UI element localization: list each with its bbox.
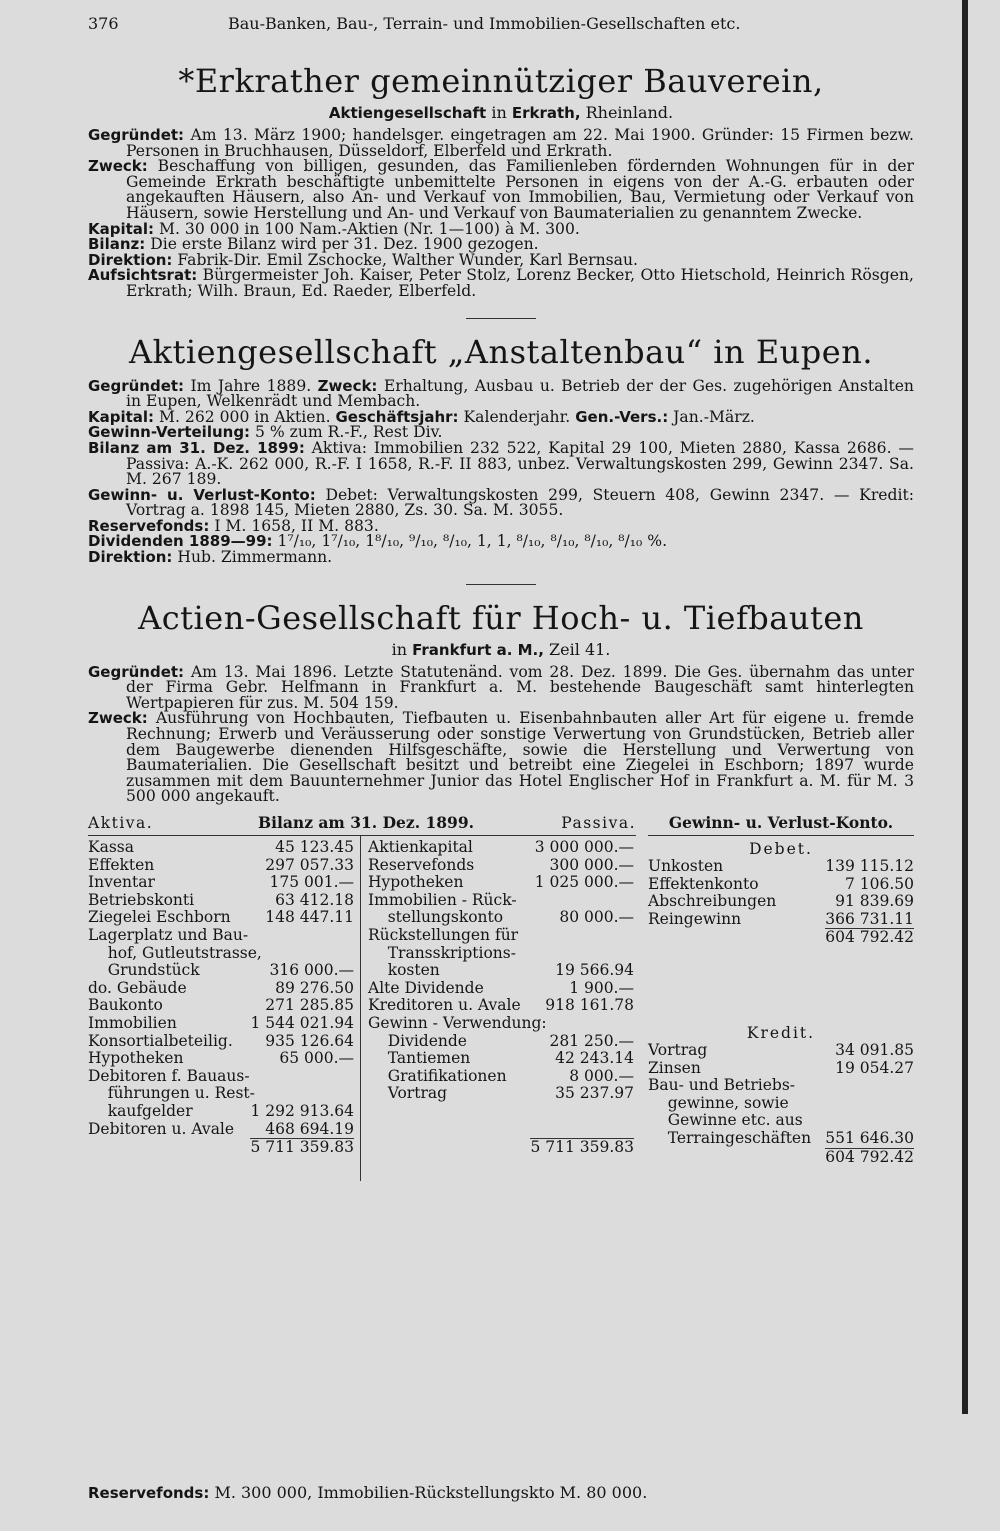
row-label: Effekten <box>88 855 155 874</box>
balance-title: Bilanz am 31. Dez. 1899. <box>258 813 475 832</box>
table-row <box>368 980 634 998</box>
subtitle-location: Erkrath, <box>511 104 581 122</box>
text: Kalenderjahr. <box>458 407 576 426</box>
entry-subtitle <box>88 639 914 661</box>
row-value: 45 123.45 <box>275 838 354 856</box>
table-row <box>648 1042 914 1060</box>
row-value: 271 285.85 <box>265 996 354 1015</box>
table-row <box>88 1085 354 1103</box>
label: Dividenden 1889—99: <box>88 532 273 551</box>
table-row <box>368 1050 634 1068</box>
row-label: Hypotheken <box>88 1049 184 1068</box>
total-value: 604 792.42 <box>825 1147 914 1166</box>
table-row <box>88 1068 354 1086</box>
label: Zweck: <box>88 709 148 728</box>
row-label: do. Gebäude <box>88 978 187 997</box>
row-value: 281 250.— <box>549 1031 634 1050</box>
table-row <box>368 962 634 980</box>
row-value: 65 000.— <box>279 1049 354 1068</box>
label: Geschäftsjahr: <box>335 407 459 426</box>
subtitle-address: Zeil 41. <box>543 639 611 659</box>
table-row <box>648 1130 914 1148</box>
paragraph-gegruendet <box>88 376 914 411</box>
label: Kapital: <box>88 219 155 238</box>
entry-subtitle <box>88 102 914 124</box>
table-row <box>368 1068 634 1086</box>
table-row <box>88 980 354 998</box>
row-label: Ziegelei Eschborn <box>88 908 231 927</box>
table-row <box>648 1095 914 1113</box>
total-row <box>88 1138 354 1156</box>
row-label: Unkosten <box>648 857 724 875</box>
text: Fabrik-Dir. Emil Zschocke, Walther Wunder, Karl Bernsau. <box>172 250 638 269</box>
total-row <box>648 928 914 946</box>
row-value: 1 292 913.64 <box>250 1101 354 1120</box>
entry-hoch-tiefbauten <box>88 599 914 1531</box>
row-value: 91 839.69 <box>835 892 914 911</box>
text: Jan.-März. <box>668 407 755 426</box>
table-row <box>368 1033 634 1051</box>
row-value: 1 900.— <box>569 978 634 997</box>
row-value: 63 412.18 <box>275 890 354 909</box>
table-row <box>368 1015 634 1033</box>
subtitle-location: Frankfurt a. M., <box>412 640 544 659</box>
row-value: 7 106.50 <box>844 874 914 893</box>
text: Erhaltung, Ausbau u. Betrieb der der Ges. zugehörigen Anstalten in Eupen, Welkenrädt und Membach. <box>126 376 914 411</box>
paragraph-gegruendet <box>88 662 914 712</box>
row-label: Aktienkapital <box>368 838 473 856</box>
row-value: 468 694.19 <box>265 1119 354 1138</box>
kredit-label: Kredit. <box>746 1023 816 1042</box>
table-row <box>368 874 634 892</box>
row-value: 551 646.30 <box>825 1128 914 1147</box>
paragraph-gewinn-verlust <box>88 485 915 520</box>
row-label: Vortrag <box>368 1084 448 1103</box>
table-row <box>88 997 354 1015</box>
row-value: 918 161.78 <box>545 996 634 1015</box>
column-divider <box>360 835 361 1181</box>
row-value: 35 237.97 <box>555 1084 634 1103</box>
row-value: 19 566.94 <box>555 961 634 980</box>
row-value: 1 544 021.94 <box>250 1013 354 1032</box>
table-row <box>368 927 634 945</box>
row-label: Abschreibungen <box>648 892 777 911</box>
row-label: kaufgelder <box>88 1101 193 1120</box>
label: Gen.-Vers.: <box>575 407 669 426</box>
paragraph-zweck <box>88 159 914 221</box>
row-label: Alte Dividende <box>368 978 484 997</box>
row-label: Debitoren f. Bauaus- <box>88 1066 250 1085</box>
page-number: 376 <box>88 14 119 33</box>
table-row <box>88 1033 354 1051</box>
text: Am 13. März 1900; handelsger. eingetragen am 22. Mai 1900. Gründer: 15 Firmen bezw. Personen in Bruchhausen, Düsseldorf, Elberfeld und Erkrath. <box>126 126 914 160</box>
label: Gegründet: <box>88 662 185 681</box>
paragraph-zweck <box>88 711 914 805</box>
document-page <box>88 14 914 1531</box>
table-row <box>88 839 354 857</box>
row-label: Reingewinn <box>648 909 742 928</box>
debet-label: Debet. <box>749 840 813 858</box>
balance-header <box>88 811 636 836</box>
table-row <box>648 1060 914 1078</box>
text: M. 30 000 in 100 Nam.-Aktien (Nr. 1—100) à M. 300. <box>154 219 580 238</box>
entry-title: Aktiengesellschaft „Anstaltenbau“ in Eupen. <box>129 332 873 371</box>
table-row <box>88 874 354 892</box>
label: Direktion: <box>88 548 173 567</box>
pl-title: Gewinn- u. Verlust-Konto. <box>648 811 914 836</box>
table-row <box>648 858 914 876</box>
table-row <box>648 893 914 911</box>
row-label: Dividende <box>368 1031 467 1050</box>
subtitle-in: in <box>391 639 413 659</box>
text: M. 300 000, Immobilien-Rückstellungskto M. 80 000. <box>209 1483 648 1502</box>
running-head-text: Bau-Banken, Bau-, Terrain- und Immobilien-Gesellschaften etc. <box>228 14 741 33</box>
balance-sheet <box>88 811 636 1157</box>
row-value: 3 000 000.— <box>534 838 634 856</box>
label: Reservefonds: <box>88 1484 210 1502</box>
subtitle-company-type: Aktiengesellschaft <box>328 104 487 122</box>
table-row <box>88 1103 354 1121</box>
row-value: 1 025 000.— <box>534 873 634 892</box>
row-label: Kassa <box>88 838 134 856</box>
row-label: Tantiemen <box>368 1049 471 1068</box>
row-value: 89 276.50 <box>275 978 354 997</box>
label: Gegründet: <box>88 376 185 395</box>
row-label: Inventar <box>88 873 155 892</box>
total-row <box>368 1138 634 1156</box>
text: Im Jahre 1889. <box>184 376 318 395</box>
table-row <box>648 1077 914 1095</box>
table-row <box>648 1112 914 1130</box>
row-label: Hypotheken <box>368 873 464 892</box>
row-label: Zinsen <box>648 1058 701 1077</box>
row-value: 935 126.64 <box>265 1031 354 1050</box>
row-label: Lagerplatz und Bau- <box>88 925 249 944</box>
label: Gewinn- u. Verlust-Konto: <box>88 485 316 504</box>
table-row <box>88 1015 354 1033</box>
label: Aufsichtsrat: <box>88 266 198 285</box>
text: Bürgermeister Joh. Kaiser, Peter Stolz, Lorenz Becker, Otto Hietschold, Heinrich Rösgen, Erkrath; Wilh. Braun, Ed. Raeder, Elberfeld. <box>126 266 914 300</box>
table-row <box>88 1050 354 1068</box>
row-value: 297 057.33 <box>265 855 354 874</box>
table-row <box>368 945 634 963</box>
label: Gegründet: <box>88 126 185 144</box>
row-value: 80 000.— <box>559 908 634 927</box>
table-row <box>368 839 634 857</box>
separator-rule <box>466 584 536 585</box>
label: Bilanz: <box>88 235 146 254</box>
row-label: Immobilien <box>88 1013 177 1032</box>
text: 5 % zum R.-F., Rest Div. <box>250 423 443 442</box>
row-label: Transskriptions- <box>368 943 516 962</box>
table-row <box>368 997 634 1015</box>
row-value: 42 243.14 <box>555 1049 634 1068</box>
paragraph-aufsichtsrat <box>88 268 914 299</box>
row-label: Rückstellungen für <box>368 925 519 944</box>
spacer-row <box>368 1103 634 1121</box>
table-row <box>368 892 634 910</box>
table-row <box>368 909 634 927</box>
entry-erkrath <box>88 62 914 300</box>
aktiva-label: Aktiva. <box>88 814 154 832</box>
label: Zweck: <box>88 157 148 176</box>
entry-anstaltenbau <box>88 333 914 566</box>
table-row <box>88 892 354 910</box>
passiva-column <box>368 839 634 1156</box>
row-value: 19 054.27 <box>835 1058 914 1077</box>
paragraph-direktion <box>88 550 914 566</box>
footer-reservefonds <box>88 1483 647 1502</box>
label: Reservefonds: <box>88 516 210 535</box>
row-label: führungen u. Rest- <box>88 1084 255 1103</box>
row-label: stellungskonto <box>368 908 504 927</box>
row-label: Terraingeschäften <box>648 1128 812 1147</box>
subtitle-region: Rheinland. <box>580 103 674 122</box>
row-label: Debitoren u. Avale <box>88 1119 235 1138</box>
row-label: Gewinne etc. aus <box>648 1111 803 1130</box>
profit-loss-account <box>648 811 914 1165</box>
page-edge <box>962 0 968 1414</box>
table-row <box>368 1085 634 1103</box>
label: Kapital: <box>88 407 155 426</box>
row-label: hof, Gutleutstrasse, <box>88 943 262 962</box>
total-value: 5 711 359.83 <box>530 1138 634 1157</box>
paragraph-gegruendet <box>88 128 914 159</box>
row-value: 175 001.— <box>269 873 354 892</box>
row-value: 139 115.12 <box>825 857 914 875</box>
text: Beschaffung von billigen, gesunden, das Familienleben fördernden Wohnungen für in der Gemeinde Erkrath beschäftigte unbemittelte Personen in eigens von der A.-G. erbauten oder angekauften Häusern, also An- und Verkauf von Immobilien, Bau, Vermietung oder Verkauf von Häusern, sowie Herstellung und An- und Verkauf von Baumaterialien zu genanntem Zwecke. <box>126 157 914 222</box>
row-label: Gewinn - Verwendung: <box>368 1013 547 1032</box>
row-value: 148 447.11 <box>265 908 354 927</box>
row-label: Gratifikationen <box>368 1066 507 1085</box>
text: I M. 1658, II M. 883. <box>209 516 379 535</box>
spacer-row <box>368 1121 634 1139</box>
row-value: 366 731.11 <box>825 909 914 928</box>
text: Die erste Bilanz wird per 31. Dez. 1900 gezogen. <box>145 235 539 254</box>
running-head <box>88 14 914 44</box>
table-row <box>648 876 914 894</box>
table-row <box>88 945 354 963</box>
label: Gewinn-Verteilung: <box>88 423 251 442</box>
text: Ausführung von Hochbauten, Tiefbauten u. Eisenbahnbauten aller Art für eigene u. fremde Rechnung; Erwerb und Veräusserung oder sonstige Verwertung von Grundstücken, Betrieb aller dem Baugewerbe dienenden Hilfsgeschäfte, sowie die Herstellung und Verwertung von Baumaterialien. Die Gesellschaft besitzt und betreibt eine Ziegelei in Eschborn; 1897 wurde zusammen mit dem Bauunternehmer Junior das Hotel Englischer Hof in Frankfurt a. M. für M. 3 500 000 angekauft. <box>126 709 914 806</box>
subtitle-in: in <box>486 103 512 122</box>
row-label: Effektenkonto <box>648 874 759 893</box>
aktiva-column <box>88 839 354 1156</box>
entry-title: *Erkrather gemeinnütziger Bauverein, <box>178 62 824 100</box>
table-row <box>88 857 354 875</box>
row-label: Vortrag <box>648 1040 708 1059</box>
passiva-label: Passiva. <box>561 814 636 832</box>
debet-column <box>648 858 914 946</box>
total-value: 604 792.42 <box>825 928 914 947</box>
row-label: Bau- und Betriebs- <box>648 1076 796 1095</box>
text: Hub. Zimmermann. <box>172 548 333 567</box>
text: Am 13. Mai 1896. Letzte Statutenänd. vom 28. Dez. 1899. Die Ges. übernahm das unter der Firma Gebr. Helfmann in Frankfurt a. M. bestehende Baugeschäft samt hinterlegten Wertpapieren für zus. M. 504 159. <box>126 662 914 712</box>
row-label: Grundstück <box>88 961 200 980</box>
row-label: Immobilien - Rück- <box>368 890 517 909</box>
table-row <box>88 962 354 980</box>
paragraph-bilanz <box>88 438 914 489</box>
entry-title: Actien-Gesellschaft für Hoch- u. Tiefbauten <box>138 598 864 637</box>
financial-tables <box>88 811 914 1531</box>
kredit-column <box>648 1042 914 1165</box>
row-value: 8 000.— <box>569 1066 634 1085</box>
table-row <box>648 911 914 929</box>
row-label: gewinne, sowie <box>648 1093 789 1112</box>
separator-rule <box>466 318 536 319</box>
label: Bilanz am 31. Dez. 1899: <box>88 438 305 457</box>
table-row <box>88 1121 354 1139</box>
row-value: 34 091.85 <box>835 1040 914 1059</box>
total-row <box>648 1148 914 1166</box>
text: Aktiva: Immobilien 232 522, Kapital 29 100, Mieten 2880, Kassa 2686. — Passiva: A.-K. 262 000, R.-F. I 1658, R.-F. II 883, unbez. Verwaltungskosten 299, Gewinn 2347. Sa. M. 267 189. <box>126 438 914 489</box>
row-label: Reservefonds <box>368 855 475 874</box>
label: Direktion: <box>88 250 173 269</box>
total-value: 5 711 359.83 <box>250 1138 354 1157</box>
row-label: Betriebskonti <box>88 890 195 909</box>
row-label: Konsortialbeteilig. <box>88 1031 233 1050</box>
row-value: 316 000.— <box>269 961 354 980</box>
table-row <box>88 927 354 945</box>
row-label: kosten <box>368 961 440 980</box>
text: 1⁷/₁₀, 1⁷/₁₀, 1⁸/₁₀, ⁹/₁₀, ⁸/₁₀, 1, 1, ⁸/₁₀, ⁸/₁₀, ⁸/₁₀, ⁸/₁₀ %. <box>272 532 668 551</box>
row-label: Baukonto <box>88 996 163 1015</box>
table-row <box>88 909 354 927</box>
table-row <box>368 857 634 875</box>
text: M. 262 000 in Aktien. <box>154 407 336 426</box>
text: Debet: Verwaltungskosten 299, Steuern 408, Gewinn 2347. — Kredit: Vortrag a. 1898 145, Mieten 2880, Zs. 30. Sa. M. 3055. <box>126 485 915 520</box>
row-value: 300 000.— <box>549 855 634 874</box>
row-label: Kreditoren u. Avale <box>368 996 521 1015</box>
label: Zweck: <box>317 376 378 395</box>
